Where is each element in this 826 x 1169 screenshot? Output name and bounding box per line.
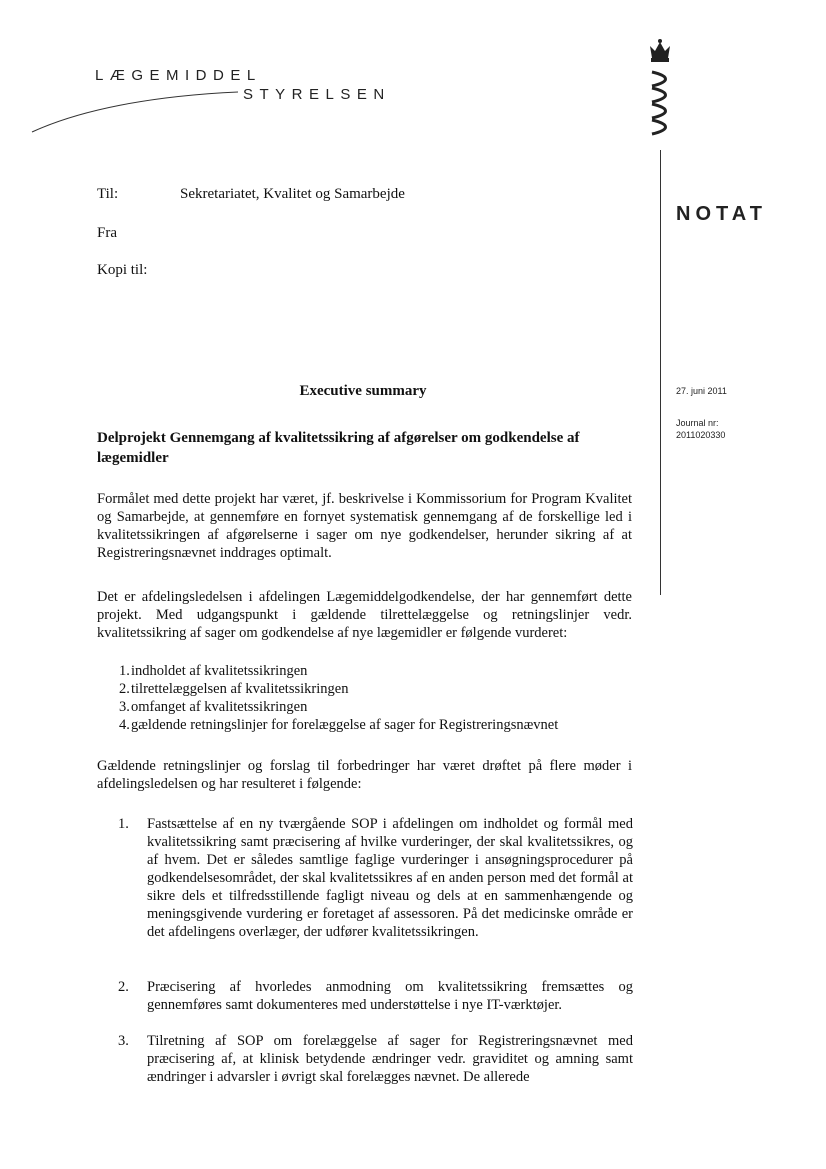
list-item: 3. omfanget af kvalitetssikringen: [119, 699, 308, 715]
page-title: Executive summary: [299, 383, 427, 399]
paragraph-scope: Det er afdelingsledelsen i afdelingen Lægemiddelgodkendelse, der har gennemført dette projekt. Med udgangspunkt i gældende tilrettelæggelse og retningslinjer vedr. kvalitetssikring af sager om godkendelse af nye lægemidler er følgende vurderet:: [97, 589, 632, 641]
logo-text-line2: STYRELSEN: [243, 86, 391, 103]
document-date: 27. juni 2011: [676, 386, 727, 396]
list-item: 4. gældende retningslinjer for forelæggelse af sager for Registreringsnævnet: [119, 717, 559, 733]
journal-number: 2011020330: [676, 430, 726, 440]
journal-label: Journal nr:: [676, 418, 719, 428]
from-label: Fra: [97, 225, 117, 241]
to-label: Til:: [97, 186, 119, 202]
copy-label: Kopi til:: [97, 262, 148, 278]
to-value: Sekretariatet, Kvalitet og Samarbejde: [180, 186, 405, 202]
document-type-heading: NOTAT: [676, 203, 767, 225]
paragraph-results-intro: Gældende retningslinjer og forslag til forbedringer har været drøftet på flere møder i afdelingsledelsen og har resulteret i følgende:: [97, 758, 632, 792]
paragraph-purpose: Formålet med dette projekt har været, jf. beskrivelse i Kommissorium for Program Kvalitet og Samarbejde, at gennemføre en fornyet systematisk gennemgang af de forskellige led i kvalitetssikringen af afgørelserne i sager om nye godkendelser, herunder sikring af at Registreringsnævnet inddrages optimalt.: [97, 491, 632, 561]
list-item: 1. indholdet af kvalitetssikringen: [119, 663, 308, 679]
sidebar-divider: [660, 150, 661, 595]
logo-swoosh: [30, 80, 250, 140]
assessment-list: [97, 662, 637, 734]
logo-text-line1: LÆGEMIDDEL: [95, 67, 262, 84]
list-item: 2. tilrettelæggelsen af kvalitetssikringen: [119, 681, 349, 697]
crown-emblem-icon: [640, 38, 680, 150]
page-subtitle: Delprojekt Gennemgang af kvalitetssikring af afgørelser om godkendelse af lægemidler: [97, 430, 580, 466]
